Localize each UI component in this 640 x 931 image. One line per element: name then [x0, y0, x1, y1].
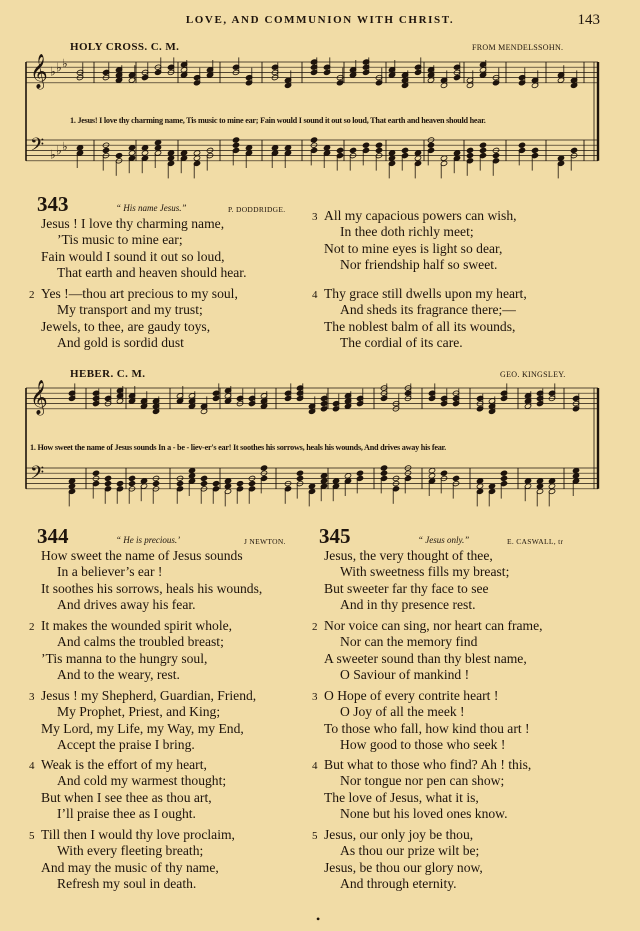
note-head [466, 147, 473, 153]
note-head [557, 155, 564, 161]
verse-345-5 [312, 827, 483, 893]
note-head [167, 155, 174, 161]
bass-clef-icon: 𝄢 [30, 463, 45, 488]
verse-line: 2 Yes !—thou art precious to my soul, [29, 286, 238, 301]
note-head [380, 470, 387, 476]
page-number: 143 [577, 12, 600, 28]
bass-clef-icon: 𝄢 [30, 135, 45, 160]
note-head [308, 483, 315, 489]
note-head [492, 152, 499, 158]
verse-line: 2 Nor voice can sing, nor heart can frame, [312, 618, 543, 633]
verse-344-1 [29, 548, 262, 614]
note-head [232, 142, 239, 148]
verse-line: To those who fall, how kind thou art ! [324, 720, 530, 736]
flat-icon: ♭ [56, 143, 62, 158]
verse-line: None but his loved ones know. [340, 806, 508, 822]
note-head [236, 480, 243, 486]
verse-343-4 [312, 286, 527, 352]
hymn-author-344: J NEWTON. [244, 537, 286, 546]
note-head [68, 483, 75, 489]
flat-icon: ♭ [62, 139, 68, 154]
note-head [193, 155, 200, 161]
verse-line: Jewels, to thee, are gaudy toys, [41, 318, 211, 334]
note-head [476, 483, 483, 489]
verse-line: My Lord, my Life, my Way, my End, [41, 720, 244, 736]
note-head [428, 467, 435, 473]
note-head [414, 150, 421, 156]
note-head [128, 145, 135, 151]
note-head [500, 470, 507, 476]
underlay-lyrics-holy-cross: 1. Jesus! I love thy charming name, Tis music to mine ear; Fain would I sound it out so loud, That earth and heaven should hear. [70, 116, 486, 125]
note-head [212, 480, 219, 486]
verse-line: 3 Jesus ! my Shepherd, Guardian, Friend, [29, 688, 257, 703]
note-head [200, 480, 207, 486]
note-head [349, 147, 356, 153]
note-head [320, 473, 327, 479]
note-head [500, 475, 507, 481]
note-head [115, 152, 122, 158]
verse-345-3 [312, 688, 530, 754]
note-head [141, 145, 148, 151]
verse-line: And drives away his fear. [57, 597, 196, 613]
flat-icon: ♭ [62, 56, 68, 71]
verse-line: I’ll praise thee as I ought. [57, 806, 196, 822]
verse-line: ’Tis music to mine ear; [57, 232, 183, 248]
note-head [154, 145, 161, 151]
note-head [332, 478, 339, 484]
verse-line: In thee doth richly meet; [340, 224, 474, 240]
note-head [536, 483, 543, 489]
verse-line: Nor tongue nor pen can show; [340, 773, 505, 789]
note-head [388, 155, 395, 161]
verse-line: 5 Jesus, our only joy be thou, [312, 827, 474, 842]
note-head [531, 147, 538, 153]
verse-344-2 [29, 618, 232, 684]
verse-line: Jesus ! I love thy charming name, [41, 216, 225, 231]
note-head [260, 465, 267, 471]
note-head [572, 467, 579, 473]
verse-line: 2 It makes the wounded spirit whole, [29, 618, 233, 633]
verse-line: 4 But what to those who find? Ah ! this, [312, 757, 532, 772]
hymn-subtitle-343: “ His name Jesus.” [116, 203, 187, 213]
verse-line: 4 Weak is the effort of my heart, [29, 757, 207, 772]
tune-title-holy-cross: HOLY CROSS. C. M. [70, 41, 180, 53]
hymn-author-343: P. DODDRIDGE. [228, 205, 286, 214]
note-head [375, 147, 382, 153]
verse-line: Not to mine eyes is light so dear, [324, 240, 503, 256]
note-head [453, 150, 460, 156]
note-head [200, 475, 207, 481]
treble-clef-icon: 𝄞 [30, 54, 48, 89]
note-head [154, 139, 161, 145]
note-head [428, 473, 435, 479]
note-head [440, 470, 447, 476]
verse-343-2 [29, 286, 238, 352]
verse-line: With sweetness fills my breast; [340, 564, 510, 580]
verse-line: And through eternity. [340, 876, 457, 892]
verse-line: The noblest balm of all its wounds, [324, 318, 516, 334]
note-head [104, 480, 111, 486]
note-head [176, 480, 183, 486]
note-head [152, 480, 159, 486]
note-head [440, 155, 447, 161]
verse-line: That earth and heaven should hear. [57, 265, 247, 281]
verse-344-3 [29, 688, 256, 754]
note-head [141, 150, 148, 156]
verse-344-4 [29, 757, 226, 823]
verse-line: And cold my warmest thought; [57, 773, 227, 789]
verse-line: 4 Thy grace still dwells upon my heart, [312, 286, 527, 301]
note-head [548, 478, 555, 484]
flat-icon: ♭ [50, 64, 56, 79]
verse-line: O Saviour of mankind ! [340, 667, 470, 683]
verse-line: The love of Jesus, what it is, [324, 789, 479, 805]
tune-title-heber: HEBER. C. M. [70, 368, 146, 380]
hymn-subtitle-344: “ He is precious.’ [116, 535, 181, 545]
verse-line: Fain would I sound it out so loud, [41, 248, 225, 264]
note-head [388, 150, 395, 156]
note-head [401, 147, 408, 153]
note-head [224, 483, 231, 489]
verse-345-2 [312, 618, 543, 684]
note-head [452, 475, 459, 481]
verse-line: 5 Till then I would thy love proclaim, [29, 827, 235, 842]
verse-345-1 [312, 548, 509, 614]
verse-line: And to the weary, rest. [57, 667, 180, 683]
verse-line: And may the music of thy name, [41, 859, 219, 875]
note-head [380, 465, 387, 471]
verse-line: A sweeter sound than thy blest name, [324, 650, 527, 666]
note-head [344, 473, 351, 479]
note-head [414, 155, 421, 161]
note-head [232, 137, 239, 143]
verse-line: Jesus, be thou our glory now, [324, 859, 483, 875]
note-head [271, 145, 278, 151]
note-head [180, 150, 187, 156]
note-head [296, 470, 303, 476]
verse-line: And sheds its fragrance there;— [340, 302, 516, 318]
note-head [336, 147, 343, 153]
verse-line: It soothes his sorrows, heals his wounds, [41, 580, 263, 596]
note-head [536, 478, 543, 484]
note-head [466, 152, 473, 158]
note-head [193, 150, 200, 156]
verse-343-1 [29, 216, 246, 282]
tune-composer-heber: GEO. KINGSLEY. [500, 370, 566, 379]
note-head [362, 142, 369, 148]
note-head [570, 147, 577, 153]
tune-composer-holy-cross: FROM MENDELSSOHN. [472, 43, 564, 52]
note-head [76, 145, 83, 151]
note-head [427, 142, 434, 148]
note-head [116, 480, 123, 486]
verse-line: 3 O Hope of every contrite heart ! [312, 688, 499, 703]
verse-line: But sweeter far thy face to see [324, 580, 489, 596]
underlay-lyrics-heber: 1. How sweet the name of Jesus sounds In a - be - liev-er's ear! It soothes his sorrows, heals his wounds, And drives away his fear. [30, 443, 446, 452]
note-head [92, 470, 99, 476]
note-head [248, 480, 255, 486]
note-head [284, 145, 291, 151]
note-head [320, 478, 327, 484]
note-head [323, 145, 330, 151]
running-head: LOVE, AND COMMUNION WITH CHRIST. [185, 14, 455, 26]
note-head [356, 470, 363, 476]
note-head [548, 483, 555, 489]
verse-line: My Prophet, Priest, and King; [57, 704, 221, 720]
verse-line: But when I see thee as thou art, [41, 789, 212, 805]
flat-icon: ♭ [56, 60, 62, 75]
note-head [479, 142, 486, 148]
footer-mark: • [316, 912, 321, 926]
verse-line: And gold is sordid dust [57, 335, 184, 351]
verse-344-5 [29, 827, 235, 893]
hymn-number-343: 343 [37, 192, 69, 216]
note-head [476, 478, 483, 484]
verse-line: The cordial of its care. [340, 335, 463, 351]
verse-line: My transport and my trust; [57, 302, 203, 318]
verse-line: And calms the troubled breast; [57, 634, 224, 650]
flat-icon: ♭ [50, 147, 56, 162]
note-head [479, 147, 486, 153]
note-head [245, 145, 252, 151]
note-head [296, 475, 303, 481]
note-head [572, 473, 579, 479]
verse-line: Jesus, the very thought of thee, [324, 548, 493, 563]
hymn-subtitle-345: “ Jesus only.” [418, 535, 470, 545]
verse-line: And in thy presence rest. [340, 597, 476, 613]
note-head [167, 150, 174, 156]
note-head [524, 478, 531, 484]
note-head [188, 473, 195, 479]
note-head [140, 478, 147, 484]
verse-line: In a believer’s ear ! [57, 564, 163, 580]
note-head [375, 142, 382, 148]
verse-line: Nor can the memory find [340, 634, 478, 650]
treble-clef-icon: 𝄞 [30, 380, 48, 415]
note-head [488, 483, 495, 489]
verse-line: How sweet the name of Jesus sounds [41, 548, 243, 563]
hymn-author-345: E. CASWALL, tr [507, 537, 564, 546]
note-head [104, 475, 111, 481]
verse-line: Refresh my soul in death. [57, 876, 197, 892]
verse-345-4 [312, 757, 531, 823]
note-head [188, 467, 195, 473]
note-head [310, 137, 317, 143]
note-head [102, 147, 109, 153]
verse-line: O Joy of all the meek ! [340, 704, 465, 720]
note-head [224, 478, 231, 484]
verse-line: How good to those who seek ! [340, 737, 506, 753]
hymn-number-344: 344 [37, 524, 69, 548]
verse-line: 3 All my capacious powers can wish, [312, 208, 517, 223]
note-head [518, 142, 525, 148]
verse-343-3 [312, 208, 517, 274]
verse-line: ’Tis manna to the hungry soul, [41, 650, 208, 666]
note-head [128, 475, 135, 481]
verse-line: Accept the praise I bring. [57, 737, 195, 753]
verse-line: As thou our prize wilt be; [340, 843, 480, 859]
note-head [128, 150, 135, 156]
hymn-number-345: 345 [319, 524, 351, 548]
verse-line: Nor friendship half so sweet. [340, 257, 498, 273]
verse-line: With every fleeting breath; [57, 843, 204, 859]
note-head [128, 480, 135, 486]
note-head [68, 478, 75, 484]
